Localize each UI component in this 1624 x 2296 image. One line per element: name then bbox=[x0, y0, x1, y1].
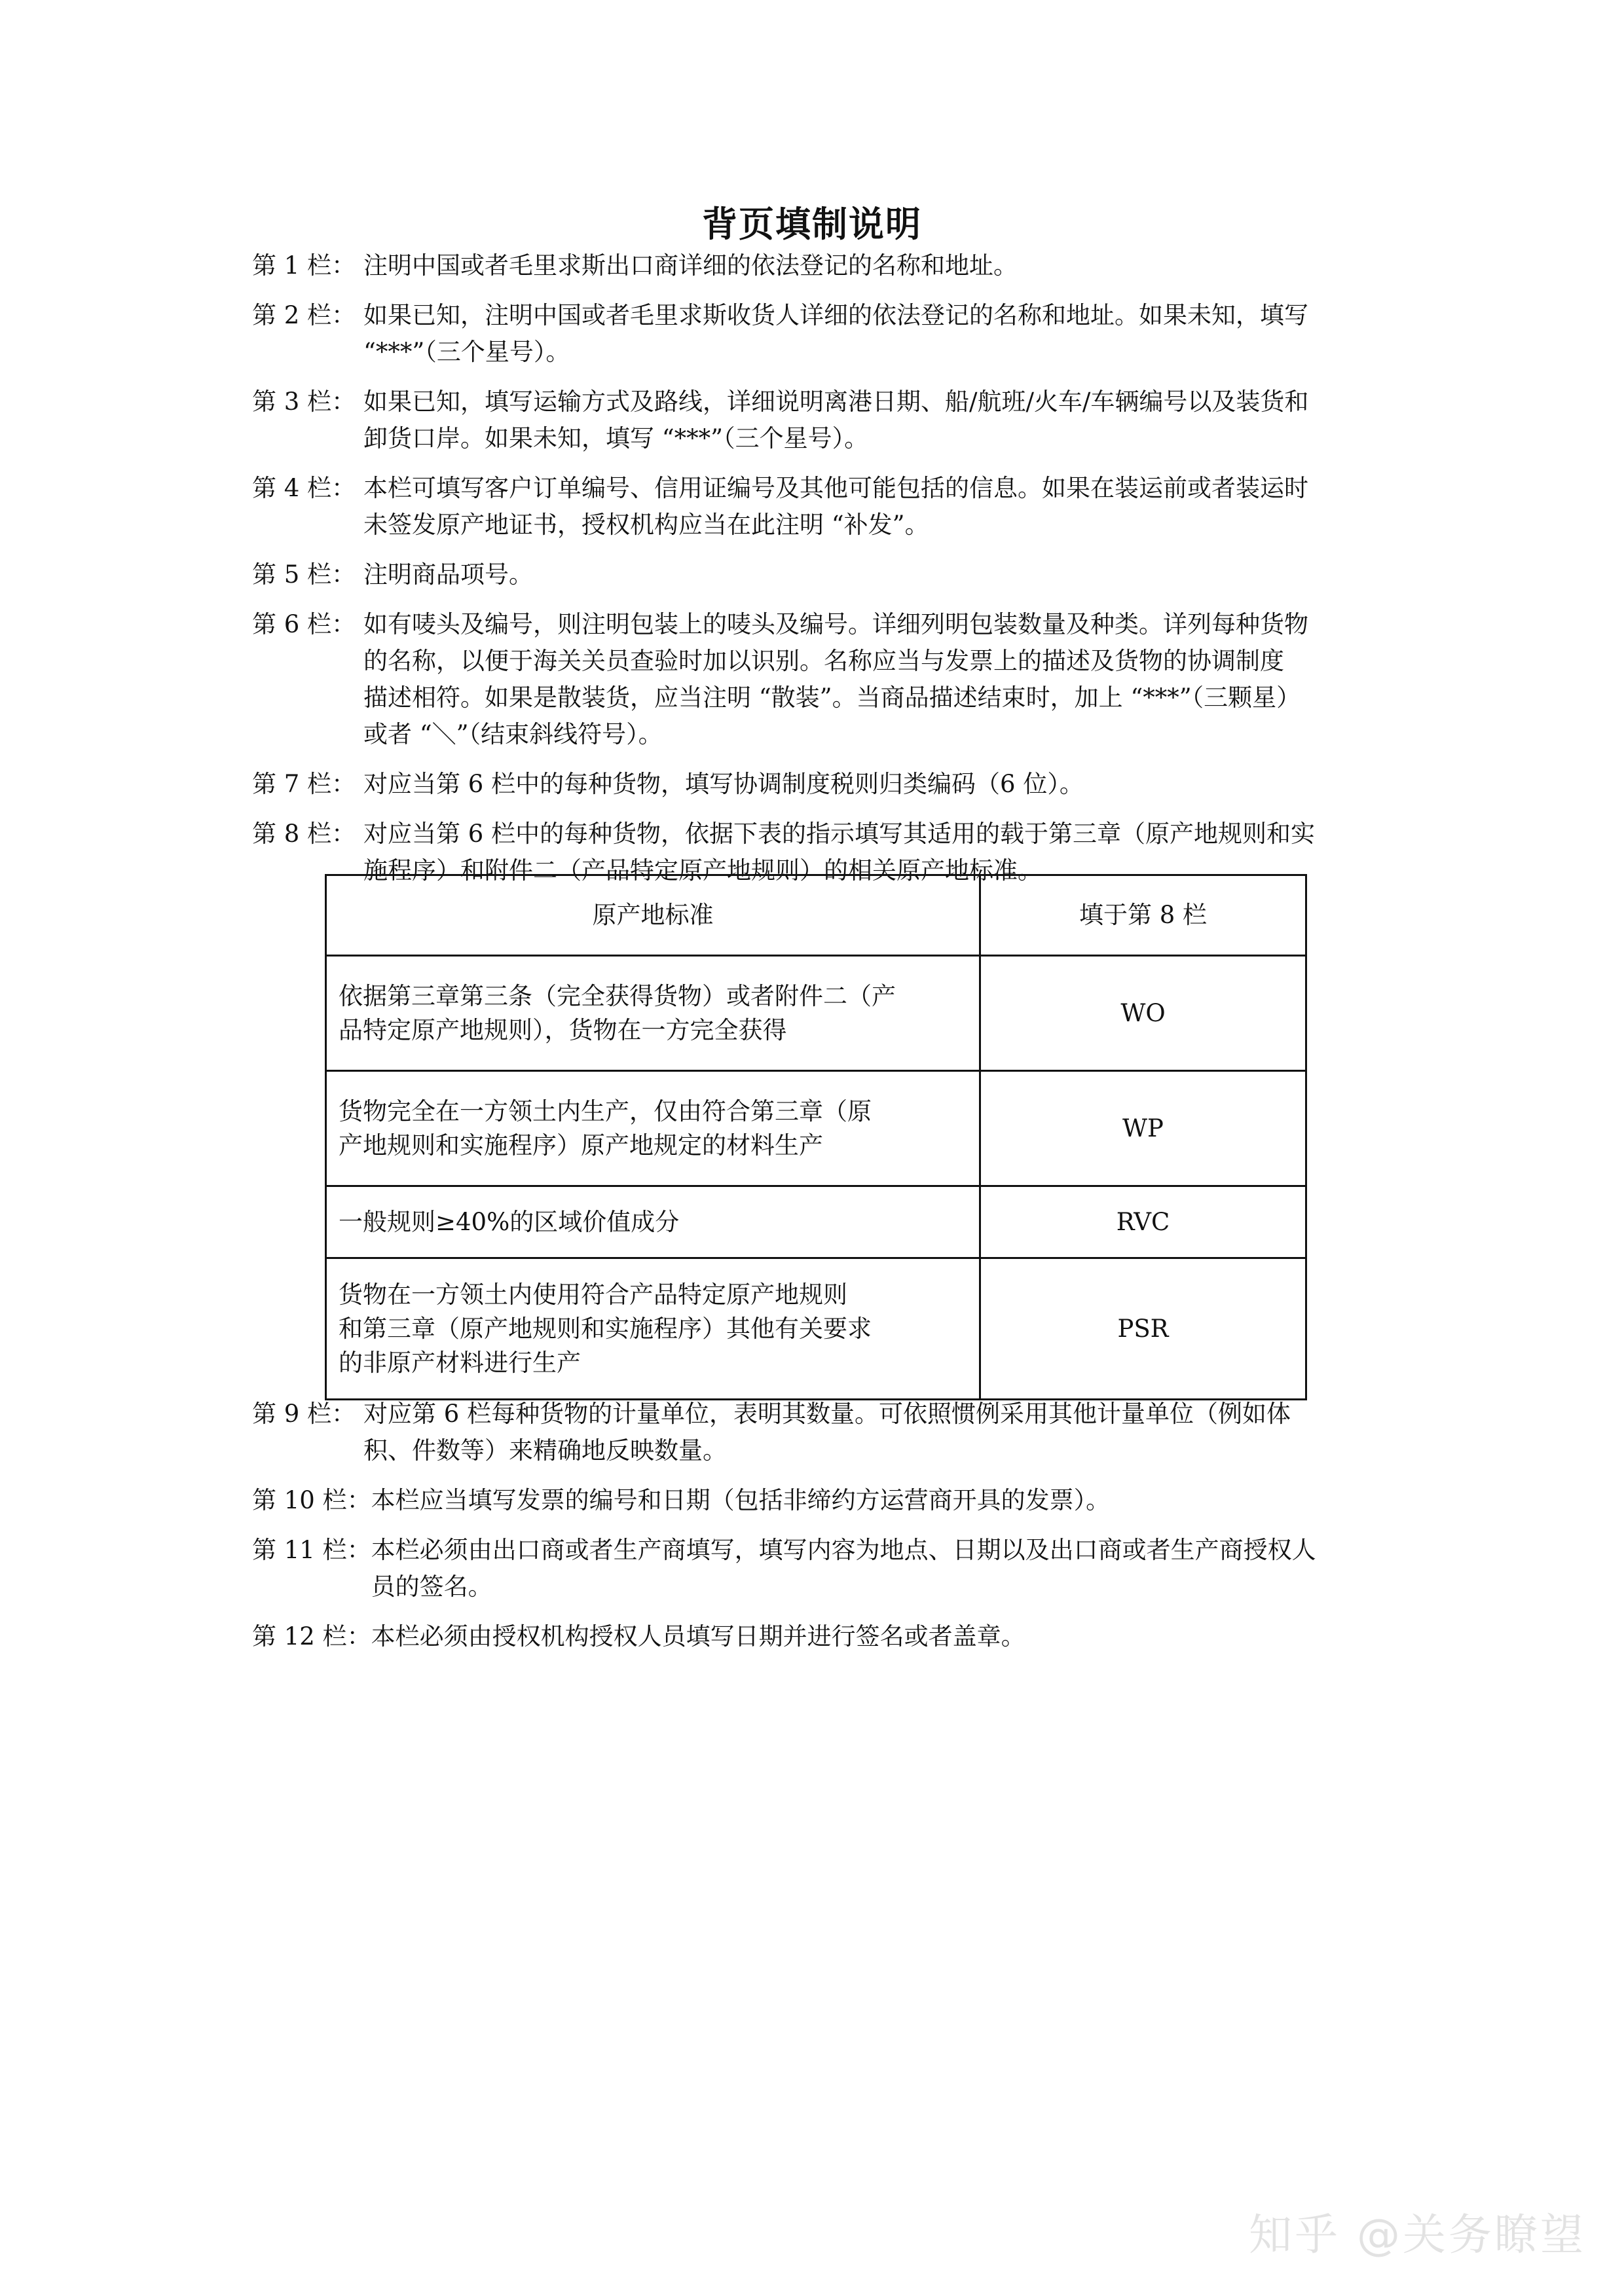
item-text: 对应当第 6 栏中的每种货物，依据下表的指示填写其适用的载于第三章（原产地规则和实 施程序）和附件二（产品特定原产地规则）的相关原产地标准。 bbox=[363, 820, 1316, 884]
item-text: 本栏可填写客户订单编号、信用证编号及其他可能包括的信息。如果在装运前或者装运时 未签发原产地证书，授权机构应当在此注明 “补发”。 bbox=[363, 474, 1308, 539]
item-label: 第 10 栏： bbox=[252, 1486, 371, 1514]
table-row bbox=[326, 1071, 1306, 1186]
criterion-cell: 一般规则≥40%的区域价值成分 bbox=[326, 1186, 980, 1258]
page-title: 背页填制说明 bbox=[702, 204, 922, 245]
item-label: 第 3 栏： bbox=[252, 388, 356, 416]
item-text: 本栏必须由授权机构授权人员填写日期并进行签名或者盖章。 bbox=[371, 1622, 1025, 1650]
criterion-cell: 货物在一方领土内使用符合产品特定原产地规则 和第三章（原产地规则和实施程序）其他有关要求 的非原产材料进行生产 bbox=[326, 1258, 980, 1400]
header-field8: 填于第 8 栏 bbox=[980, 875, 1306, 956]
instruction-item bbox=[252, 1532, 1392, 1605]
instruction-item bbox=[252, 1618, 1392, 1655]
code-cell: RVC bbox=[980, 1186, 1306, 1258]
watermark: 知乎 @关务瞭望 bbox=[1249, 2210, 1586, 2260]
instruction-item bbox=[252, 1482, 1392, 1519]
instruction-item bbox=[252, 470, 1392, 543]
instruction-item bbox=[252, 1396, 1392, 1469]
origin-criteria-table bbox=[325, 874, 1307, 1400]
item-label: 第 6 栏： bbox=[252, 610, 356, 638]
item-label: 第 11 栏： bbox=[252, 1536, 371, 1564]
item-text: 注明中国或者毛里求斯出口商详细的依法登记的名称和地址。 bbox=[363, 251, 1018, 280]
item-text: 如果已知，注明中国或者毛里求斯收货人详细的依法登记的名称和地址。如果未知，填写 “***”（三个星号）。 bbox=[363, 301, 1308, 366]
instruction-item bbox=[252, 606, 1392, 753]
table-row bbox=[326, 1186, 1306, 1258]
criterion-cell: 依据第三章第三条（完全获得货物）或者附件二（产 品特定原产地规则），货物在一方完全获得 bbox=[326, 956, 980, 1071]
table-row bbox=[326, 956, 1306, 1071]
item-label: 第 2 栏： bbox=[252, 301, 356, 329]
item-text: 本栏应当填写发票的编号和日期（包括非缔约方运营商开具的发票）。 bbox=[371, 1486, 1111, 1514]
instruction-item bbox=[252, 297, 1392, 371]
item-label: 第 7 栏： bbox=[252, 770, 356, 798]
item-label: 第 5 栏： bbox=[252, 560, 356, 589]
item-text: 对应第 6 栏每种货物的计量单位，表明其数量。可依照惯例采用其他计量单位（例如体 积、件数等）来精确地反映数量。 bbox=[363, 1400, 1291, 1465]
table-row bbox=[326, 1258, 1306, 1400]
criterion-cell: 货物完全在一方领土内生产，仅由符合第三章（原 产地规则和实施程序）原产地规定的材料生产 bbox=[326, 1071, 980, 1186]
code-cell: WP bbox=[980, 1071, 1306, 1186]
instructions-part2 bbox=[252, 1396, 1392, 1668]
code-cell: WO bbox=[980, 956, 1306, 1071]
item-label: 第 8 栏： bbox=[252, 820, 356, 848]
code-cell: PSR bbox=[980, 1258, 1306, 1400]
table-header-row bbox=[326, 875, 1306, 956]
instruction-item bbox=[252, 247, 1392, 284]
item-text: 注明商品项号。 bbox=[363, 560, 533, 589]
item-label: 第 4 栏： bbox=[252, 474, 356, 502]
instruction-item bbox=[252, 766, 1392, 803]
instruction-item bbox=[252, 384, 1392, 457]
instruction-item bbox=[252, 556, 1392, 593]
item-text: 本栏必须由出口商或者生产商填写，填写内容为地点、日期以及出口商或者生产商授权人 员的签名。 bbox=[371, 1536, 1316, 1601]
item-text: 如有唛头及编号，则注明包装上的唛头及编号。详细列明包装数量及种类。详列每种货物 的名称，以便于海关关员查验时加以识别。名称应当与发票上的描述及货物的协调制度 描述相符。如果是散装货，应当注明 “散装”。当商品描述结束时，加上 “***”（三颗星） 或者 “＼”（结束斜线符号）。 bbox=[363, 610, 1308, 748]
instructions-part1 bbox=[252, 247, 1392, 902]
item-label: 第 9 栏： bbox=[252, 1400, 356, 1428]
item-label: 第 12 栏： bbox=[252, 1622, 371, 1650]
item-text: 如果已知，填写运输方式及路线，详细说明离港日期、船/航班/火车/车辆编号以及装货和 卸货口岸。如果未知，填写 “***”（三个星号）。 bbox=[363, 388, 1309, 452]
header-criterion: 原产地标准 bbox=[326, 875, 980, 956]
item-text: 对应当第 6 栏中的每种货物，填写协调制度税则归类编码（6 位）。 bbox=[363, 770, 1084, 798]
item-label: 第 1 栏： bbox=[252, 251, 356, 280]
